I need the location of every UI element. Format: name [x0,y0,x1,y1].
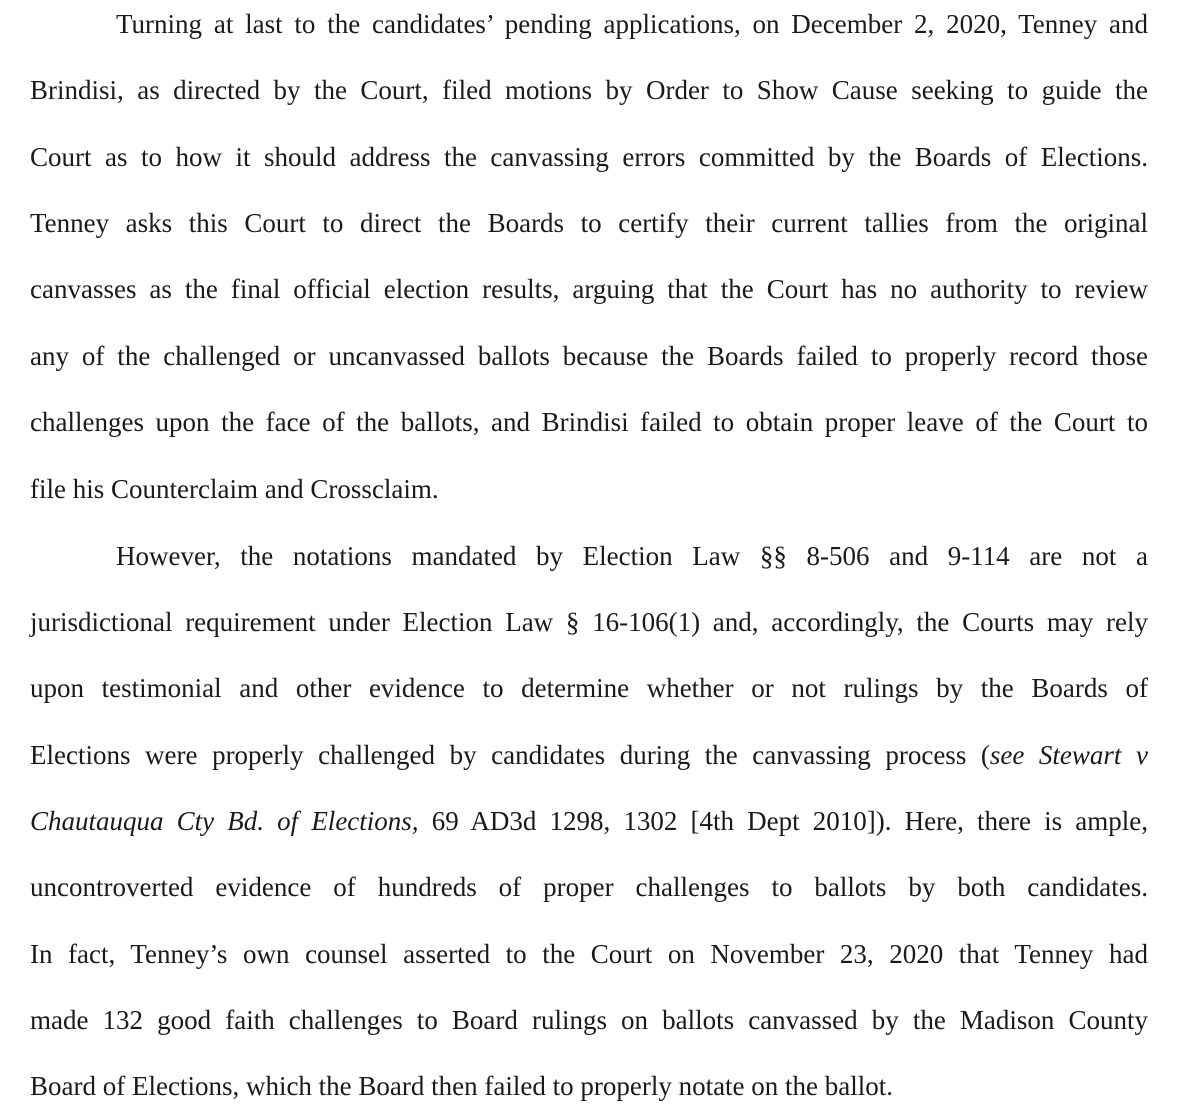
paragraph-2-line-4-text: Elections were properly challenged by candidates during the canvassing process ( [30,740,990,770]
paragraph-2-line-9: Board of Elections, which the Board then failed to properly notate on the ballot. [30,1071,894,1101]
paragraph-2-line-6: uncontroverted evidence of hundreds of proper challenges to ballots by both candidates. [30,872,1148,902]
paragraph-1-line-3: Court as to how it should address the canvassing errors committed by the Boards of Elections. [30,142,1148,172]
paragraph-1-line-8: file his Counterclaim and Crossclaim. [30,474,439,504]
paragraph-2-line-2: jurisdictional requirement under Election Law § 16-106(1) and, accordingly, the Courts may rely [30,607,1148,637]
case-name-italic: Chautauqua Cty Bd. of Elections, [30,806,419,836]
paragraph-2-line-1: However, the notations mandated by Election Law §§ 8-506 and 9-114 are not a [116,541,1148,571]
paragraph-2-line-7: In fact, Tenney’s own counsel asserted to the Court on November 23, 2020 that Tenney had [30,939,1148,969]
paragraph-2-line-3: upon testimonial and other evidence to determine whether or not rulings by the Boards of [30,673,1148,703]
case-citation-italic: see Stewart v [989,740,1148,770]
paragraph-2-line-8: made 132 good faith challenges to Board rulings on ballots canvassed by the Madison County [30,1005,1148,1035]
paragraph-1-line-1: Turning at last to the candidates’ pending applications, on December 2, 2020, Tenney and [116,9,1148,39]
paragraph-2-line-5-text: 69 AD3d 1298, 1302 [4th Dept 2010]). Here, there is ample, [418,806,1148,836]
paragraph-1-line-4: Tenney asks this Court to direct the Boards to certify their current tallies from the original [30,208,1148,238]
paragraph-1-line-7: challenges upon the face of the ballots, and Brindisi failed to obtain proper leave of the Court to [30,407,1148,437]
paragraph-1-line-6: any of the challenged or uncanvassed ballots because the Boards failed to properly record those [30,341,1148,371]
paragraph-1-line-5: canvasses as the final official election results, arguing that the Court has no authority to review [30,274,1148,304]
paragraph-2-line-4 [30,735,1148,775]
paragraph-1-line-2: Brindisi, as directed by the Court, filed motions by Order to Show Cause seeking to guide the [30,75,1148,105]
paragraph-2-line-5 [30,801,1148,841]
